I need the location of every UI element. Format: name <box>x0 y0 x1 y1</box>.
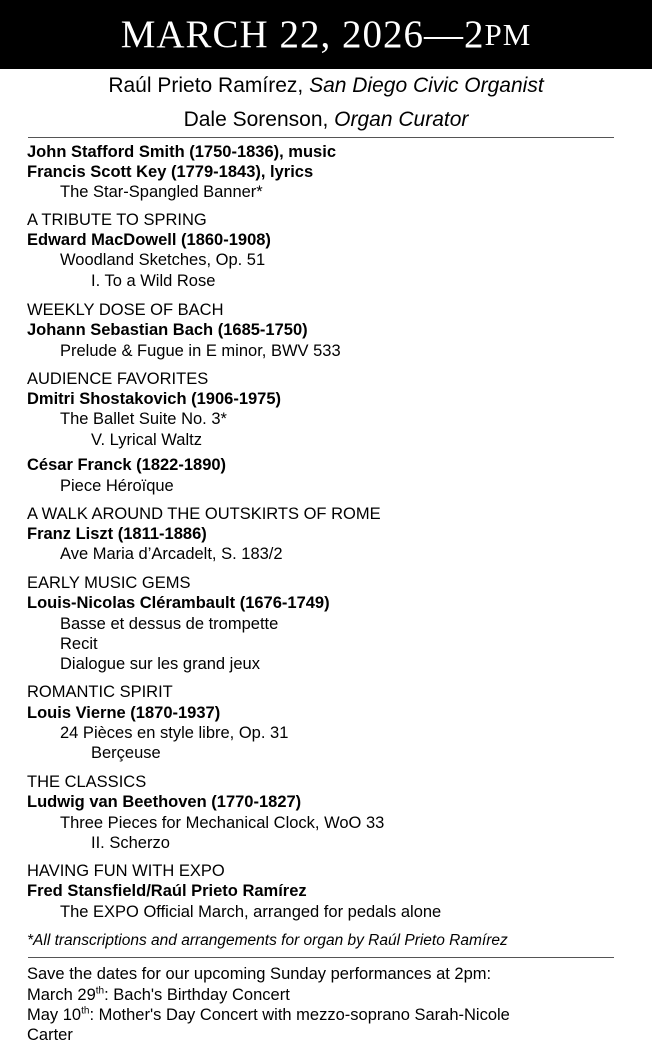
curator-name: Dale Sorenson <box>183 108 323 131</box>
composer-macdowell: Edward MacDowell (1860-1908) <box>27 231 271 249</box>
work-woodland: Woodland Sketches, Op. 51 <box>60 251 266 269</box>
section-early: EARLY MUSIC GEMS <box>27 574 191 592</box>
work-dialogue: Dialogue sur les grand jeux <box>60 655 260 673</box>
composer-liszt: Franz Liszt (1811-1886) <box>27 525 207 543</box>
work-ave-maria: Ave Maria d’Arcadelt, S. 183/2 <box>60 545 283 563</box>
curator-credit <box>0 108 652 132</box>
work-basse: Basse et dessus de trompette <box>60 615 279 633</box>
work-ballet: The Ballet Suite No. 3* <box>60 410 227 428</box>
date-text: MARCH 22, 2026—2 <box>120 13 485 56</box>
movement-wild-rose: I. To a Wild Rose <box>91 272 216 290</box>
upcoming-date-2 <box>27 1005 510 1025</box>
section-rome: A WALK AROUND THE OUTSKIRTS OF ROME <box>27 505 381 523</box>
divider-bottom <box>28 957 614 958</box>
movement-berceuse: Berçeuse <box>91 744 161 762</box>
organist-credit <box>0 74 652 98</box>
section-expo: HAVING FUN WITH EXPO <box>27 862 225 880</box>
date-banner <box>0 0 652 69</box>
organist-name: Raúl Prieto Ramírez <box>108 74 298 97</box>
work-24-pieces: 24 Pièces en style libre, Op. 31 <box>60 724 289 742</box>
section-classics: THE CLASSICS <box>27 773 147 791</box>
date-2-event: : Mother's Day Concert with mezzo-soprano Sarah-Nicole <box>89 1006 510 1024</box>
composer-bach: Johann Sebastian Bach (1685-1750) <box>27 321 308 339</box>
date-pm: PM <box>484 16 532 52</box>
composer-stansfield: Fred Stansfield/Raúl Prieto Ramírez <box>27 882 307 900</box>
date-1-ordinal: th <box>95 985 105 997</box>
upcoming-intro: Save the dates for our upcoming Sunday performances at 2pm: <box>27 965 492 983</box>
work-anthem: The Star-Spangled Banner* <box>60 183 263 201</box>
composer-key: Francis Scott Key (1779-1843), lyrics <box>27 163 314 181</box>
credit-separator: , <box>297 74 310 97</box>
section-spring: A TRIBUTE TO SPRING <box>27 211 207 229</box>
date-1-day: March 29 <box>27 986 96 1004</box>
divider-top <box>28 137 614 138</box>
composer-smith: John Stafford Smith (1750-1836), music <box>27 143 336 161</box>
composer-clerambault: Louis-Nicolas Clérambault (1676-1749) <box>27 594 330 612</box>
date-2-ordinal: th <box>81 1005 90 1017</box>
organist-role: San Diego Civic Organist <box>309 74 544 97</box>
work-prelude: Prelude & Fugue in E minor, BWV 533 <box>60 342 341 360</box>
work-recit: Recit <box>60 635 98 653</box>
section-bach: WEEKLY DOSE OF BACH <box>27 301 224 319</box>
work-heroique: Piece Héroïque <box>60 477 174 495</box>
composer-shostakovich: Dmitri Shostakovich (1906-1975) <box>27 390 282 408</box>
date-2-day: May 10 <box>27 1006 82 1024</box>
upcoming-date-2-continued: Carter <box>27 1026 73 1044</box>
date-1-event: : Bach's Birthday Concert <box>104 986 290 1004</box>
footnote: *All transcriptions and arrangements for organ by Raúl Prieto Ramírez <box>27 932 508 949</box>
section-favorites: AUDIENCE FAVORITES <box>27 370 209 388</box>
composer-vierne: Louis Vierne (1870-1937) <box>27 704 221 722</box>
work-expo-march: The EXPO Official March, arranged for pedals alone <box>60 903 442 921</box>
movement-waltz: V. Lyrical Waltz <box>91 431 202 449</box>
section-romantic: ROMANTIC SPIRIT <box>27 683 173 701</box>
credit-separator: , <box>322 108 335 131</box>
composer-franck: César Franck (1822-1890) <box>27 456 227 474</box>
upcoming-date-1 <box>27 985 290 1005</box>
composer-beethoven: Ludwig van Beethoven (1770-1827) <box>27 793 302 811</box>
work-clock: Three Pieces for Mechanical Clock, WoO 33 <box>60 814 385 832</box>
curator-role: Organ Curator <box>334 108 469 131</box>
movement-scherzo: II. Scherzo <box>91 834 170 852</box>
